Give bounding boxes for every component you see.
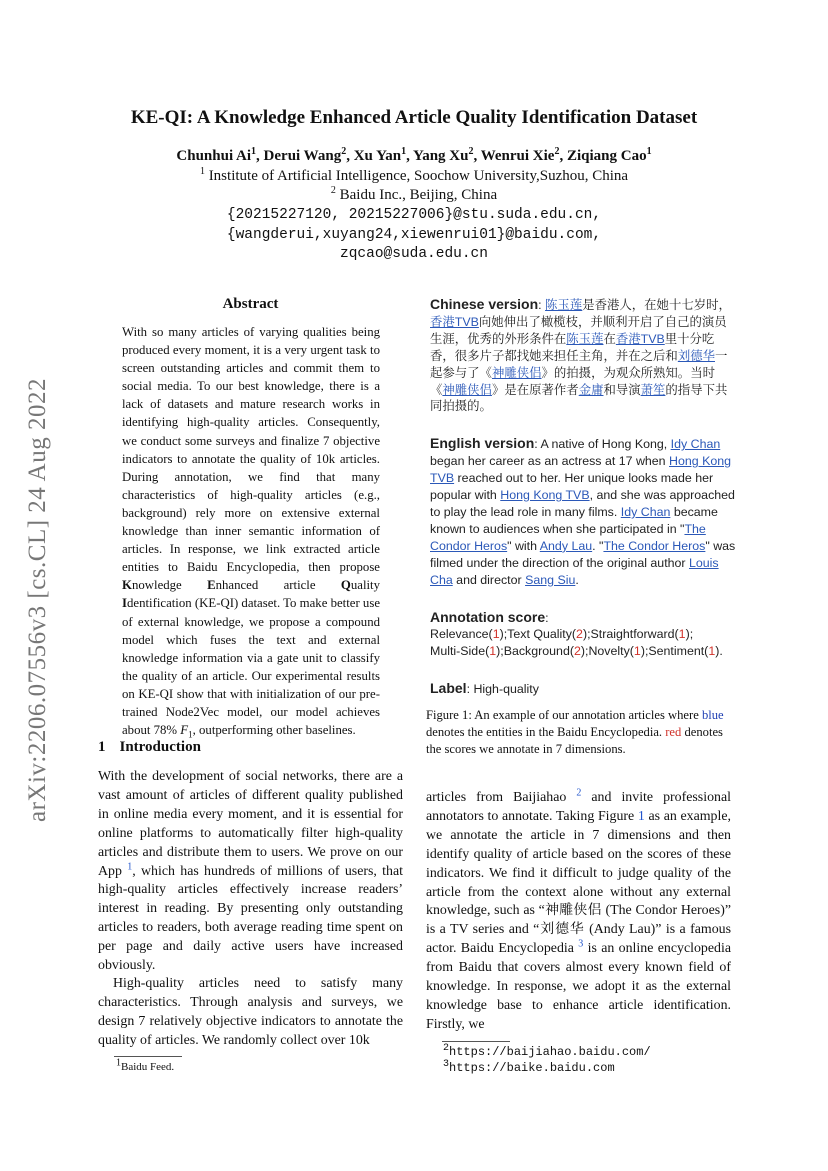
score-value: 1 <box>492 627 500 642</box>
affiliation-num: 1 <box>199 166 205 177</box>
paragraph-text: as an example, we annotate the article in 7 dimensions and then identify quality of article based on the scores of these indicators. We find it difficult to judge quality of the article from the context alone without any external knowledge, such as “神雕侠侣 (The Condor Heroes)” is a TV series and “刘德华 (Andy Lau)” is a famous actor. Baidu Encyclopedia <box>426 808 732 957</box>
score-name: Novelty( <box>588 644 634 659</box>
affiliation-text: Baidu Inc., Beijing, China <box>339 187 498 203</box>
author-affiliation: 2 <box>468 146 474 157</box>
colon: : <box>534 437 541 452</box>
affiliation-1 <box>60 168 768 185</box>
caption-text: denotes the scores we annotate in 7 dimensions. <box>426 725 723 756</box>
figure-text: 在 <box>603 331 616 346</box>
entity-link[interactable]: 萧笙 <box>640 382 666 397</box>
author-name: Wenrui Xie <box>480 148 555 164</box>
entity-link[interactable]: Andy Lau <box>539 538 593 553</box>
caption-text: denotes the entities in the Baidu Encyclopedia. <box>426 725 666 739</box>
author-name: Yang Xu <box>413 148 469 164</box>
section-number: 1 <box>98 739 106 755</box>
annotation-scores <box>430 626 738 660</box>
score-name: Straightforward( <box>590 627 679 642</box>
caption-blue-word: blue <box>701 708 724 722</box>
colon: : <box>538 298 546 312</box>
score-value: 1 <box>678 627 686 642</box>
score-item: Text Quality(2); <box>507 627 591 642</box>
caption-text: Figure 1: An example of our annotation articles where <box>426 708 702 722</box>
footnote-2 <box>443 1045 651 1060</box>
paragraph-text: is an online encyclopedia from Baidu that covers almost every known field of knowledge. In response, we adopt it as the external knowledge base to enhance article identification. Firstly, we <box>426 941 731 1032</box>
entity-link[interactable]: Hong Kong TVB <box>430 454 732 486</box>
figure-text: reached out to her. Her unique looks made her popular with <box>430 471 714 503</box>
figure-text: 里十分吃香，很多片子都找她来担任主角，并在之后和 <box>430 331 715 363</box>
email-line-2: {wangderui,xuyang24,xiewenrui01}@baidu.com, <box>226 227 602 243</box>
score-item: Novelty(1); <box>588 644 649 659</box>
footnote-ref[interactable]: 1 <box>127 860 133 872</box>
figure-ref[interactable]: 1 <box>637 808 645 824</box>
chinese-version-block <box>430 296 738 415</box>
abstract-text: uality <box>350 578 381 593</box>
figure-text: " with <box>507 538 540 553</box>
figure-text: . <box>575 572 579 587</box>
entity-link[interactable]: The Condor Heros <box>603 538 706 553</box>
score-item: Multi-Side(1); <box>430 644 504 659</box>
entity-link[interactable]: Sang Siu <box>525 572 576 587</box>
figure-text: 的指导下共同拍摄的。 <box>430 382 728 414</box>
footnote-3 <box>443 1061 615 1076</box>
email-line-1: {20215227120, 20215227006}@stu.suda.edu.cn, <box>226 207 602 223</box>
figure-text: 向她伸出了橄榄枝，并顺利开启了自己的演员生涯，优秀的外形条件在 <box>430 314 727 346</box>
paragraph-text: With the development of social networks, there are a vast amount of articles of different quality published in online media every moment, and it is essential for online platforms to automatically filter high-quality articles and distribute them to users. We prove on our App <box>98 769 403 879</box>
chinese-text <box>430 298 731 413</box>
label-value: High-quality <box>473 682 539 697</box>
abstract-body <box>122 323 380 744</box>
intro-paragraph-3 <box>426 789 731 1035</box>
score-value: 1 <box>633 644 641 659</box>
intro-paragraph-1 <box>98 768 403 976</box>
figure-1-caption <box>426 707 736 758</box>
author-affiliation: 1 <box>251 146 257 157</box>
paragraph-text: , which has hundreds of millions of users, that high-quality articles effectively increase readers’ interest in reading. By presenting only outstanding articles to readers, both average reading time spent on per page and daily active users have increased obviously. <box>98 863 404 974</box>
figure-text: " was filmed under the direction of the original author <box>430 538 736 570</box>
footnote-rule <box>442 1041 510 1042</box>
figure-text: 是香港人，在她十七岁时， <box>582 298 731 312</box>
footnote-num: 2 <box>443 1043 450 1054</box>
figure-text: and director <box>452 572 526 587</box>
figure-text: 和导演 <box>603 382 641 397</box>
abstract-text: With so many articles of varying qualities being produced every moment, it is a very urgent task to screen outstanding articles and commit them to social media. To our best knowledge, there is a lack of datasets and mature research works in identifying high-quality articles. Consequently, we conduct some surveys and finalize 7 objective indicators to annotate the quality of 10k articles. During annotation, we find that many characteristics of high-quality articles (e.g., background) rely more on extensive external knowledge than inner semantic information of articles. In response, we link extracted article entities to Baidu Encyclopedia, then propose <box>122 325 380 575</box>
entity-link[interactable]: Idy Chan <box>620 504 671 519</box>
entity-link[interactable]: 陈玉莲 <box>566 331 604 346</box>
abstract-k: K <box>122 578 132 593</box>
entity-link[interactable]: 香港TVB <box>430 314 479 329</box>
score-name: Relevance( <box>430 627 493 642</box>
english-text <box>430 437 735 586</box>
author-list <box>60 148 768 165</box>
figure-text: 》的拍摄，为观众所熟知。当时《 <box>430 365 715 397</box>
entity-link[interactable]: Hong Kong TVB <box>500 488 590 503</box>
score-name: Background( <box>503 644 574 659</box>
entity-link[interactable]: 陈玉莲 <box>545 298 583 312</box>
entity-link[interactable]: 神雕侠侣 <box>491 365 542 380</box>
author-affiliation: 1 <box>646 146 652 157</box>
entity-link[interactable]: Louis Cha <box>430 555 719 587</box>
entity-link[interactable]: 刘德华 <box>677 348 715 363</box>
entity-link[interactable]: The Condor Heros <box>430 521 706 553</box>
footnote-rule <box>114 1056 182 1057</box>
entity-link[interactable]: Idy Chan <box>670 437 721 452</box>
score-name: Sentiment( <box>648 644 709 659</box>
score-value: 2 <box>576 627 583 642</box>
footnote-ref[interactable]: 2 <box>576 787 582 799</box>
score-value: 1 <box>489 644 497 659</box>
email-line-3: zqcao@suda.edu.cn <box>340 246 488 262</box>
paper-title: KE-QI: A Knowledge Enhanced Article Quality Identification Dataset <box>130 107 698 128</box>
score-item: Background(2); <box>503 644 589 659</box>
figure-text: 》是在原著作者 <box>491 382 579 397</box>
english-version-label: English version <box>430 435 535 452</box>
caption-red-word: red <box>665 725 682 739</box>
paragraph-text: articles from Baijiahao <box>426 790 577 805</box>
intro-paragraph-2: High-quality articles need to satisfy many characteristics. Through analysis and surveys, we design 7 relatively objective indicators to annotate the quality of articles. We randomly collect over 10k <box>98 976 403 1048</box>
figure-text: , and she was approached to play the lead role in many films. <box>430 488 735 519</box>
abstract-i: I <box>122 596 127 611</box>
arxiv-sidebar <box>18 350 58 850</box>
abstract-text: nhanced article <box>215 578 341 593</box>
score-item: Straightforward(1); <box>590 627 694 642</box>
score-name: Text Quality( <box>507 627 577 642</box>
section-title: Introduction <box>119 739 201 755</box>
entity-link[interactable]: 神雕侠侣 <box>442 382 492 397</box>
footnote-num: 1 <box>116 1057 121 1069</box>
abstract-q: Q <box>340 578 351 593</box>
colon: : <box>545 610 549 625</box>
author-affiliation: 2 <box>554 146 560 157</box>
annotation-score-label: Annotation score <box>430 608 546 625</box>
author-name: Derui Wang <box>263 148 342 164</box>
colon: : <box>466 682 474 697</box>
footnote-1 <box>116 1057 175 1075</box>
author-names: Chunhui Ai$^1$, Derui Wang$^2$, Xu Yan$^1$, Yang Xu$^2$, Wenrui Xie$^2$, Ziqiang Cao$^1$ <box>176 146 652 164</box>
footnote-url[interactable]: https://baijiahao.baidu.com/ <box>449 1045 651 1059</box>
abstract-heading: Abstract <box>222 296 279 312</box>
figure-text: A native of Hong Kong, <box>540 437 671 452</box>
affiliation-text: Institute of Artificial Intelligence, Soochow University,Suzhou, China <box>208 168 629 184</box>
figure-text: began her career as an actress at 17 when <box>430 454 670 469</box>
affiliation-2 <box>60 187 768 204</box>
score-name: Multi-Side( <box>430 644 490 659</box>
abstract-text: nowledge <box>131 578 208 593</box>
score-value: 2 <box>573 644 581 659</box>
score-value: 1 <box>708 644 716 659</box>
label-label: Label <box>430 680 467 697</box>
label-block <box>430 680 738 698</box>
footnote-text: Baidu Feed. <box>121 1061 175 1073</box>
english-version-block <box>430 435 738 588</box>
author-name: Chunhui Ai <box>176 148 252 164</box>
figure-text: became known to audiences when she participated in " <box>430 504 718 536</box>
score-item: Relevance(1); <box>430 627 508 642</box>
footnote-url[interactable]: https://baike.baidu.com <box>449 1061 615 1075</box>
figure-text: . " <box>592 538 604 553</box>
f1-subscript: 1 <box>188 729 193 740</box>
abstract-text: dentification (KE-QI) dataset. To make better use of external knowledge, we propose a compound model which fuses the text and external knowledge information via a gate unit to classify the quality of an article. Our experimental results on KE-QI show that with initialization of our pre-trained Node2Vec model, our model achieves about 78% <box>122 596 380 738</box>
author-name: Ziqiang Cao <box>566 148 647 164</box>
paragraph-text: and invite professional annotators to annotate. Taking Figure <box>426 790 731 824</box>
author-affiliation: 2 <box>341 146 347 157</box>
chinese-version-label: Chinese version <box>430 296 539 312</box>
footnote-ref[interactable]: 3 <box>578 938 584 950</box>
abstract-text: , outperforming other baselines. <box>192 723 356 738</box>
figure-1 <box>430 296 738 698</box>
entity-link[interactable]: 金庸 <box>578 382 604 397</box>
footnote-num: 3 <box>443 1059 450 1070</box>
arxiv-identifier: arXiv:2206.07556v3 [cs.CL] 24 Aug 2022 <box>24 378 51 822</box>
entity-link[interactable]: 香港TVB <box>615 331 665 346</box>
figure-text: 一起参与了《 <box>430 348 728 380</box>
abstract-e: E <box>207 578 216 593</box>
author-affiliation: 1 <box>401 146 407 157</box>
annotation-score-block <box>430 609 738 661</box>
score-item: Sentiment(1). <box>648 644 723 659</box>
author-name: Xu Yan <box>353 148 402 164</box>
section-heading-introduction <box>98 739 201 756</box>
f1-symbol: F <box>180 723 189 738</box>
affiliation-num: 2 <box>330 185 336 196</box>
